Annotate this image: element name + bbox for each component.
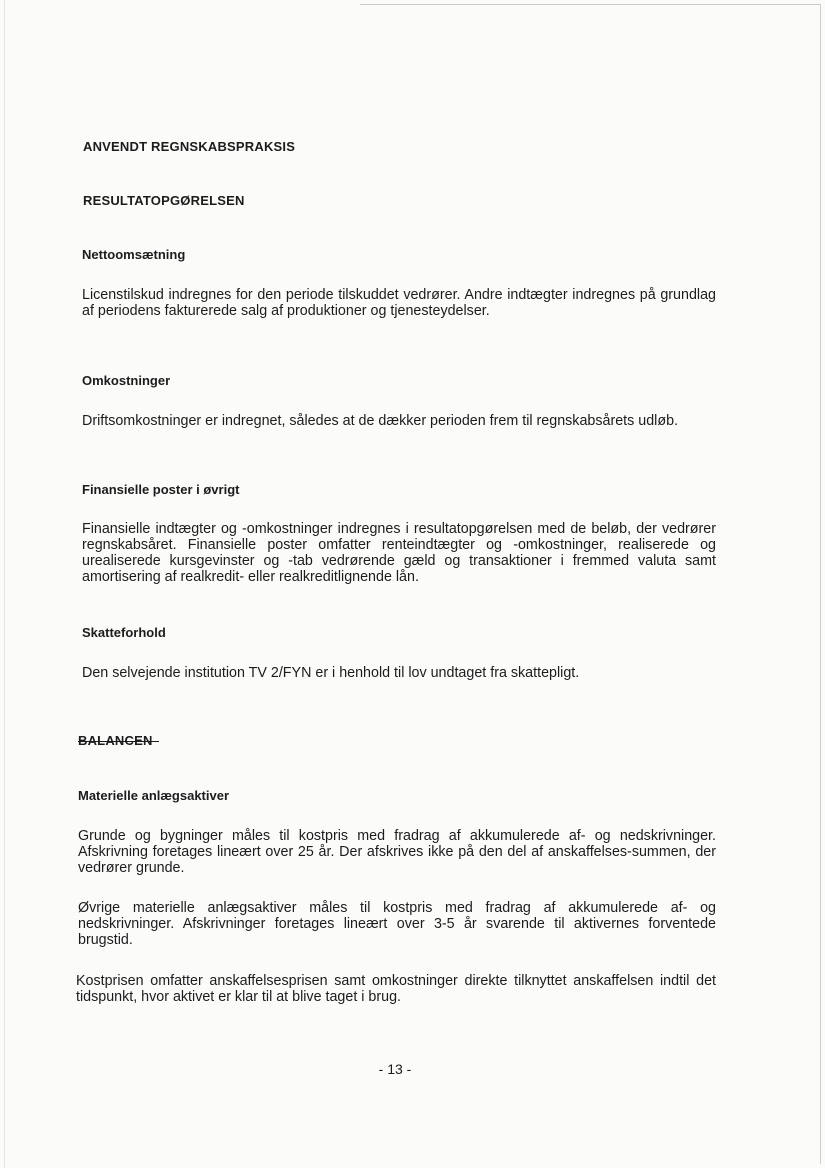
section-heading-balancen	[78, 733, 153, 748]
subheading-finansielle-poster: Finansielle poster i øvrigt	[82, 482, 240, 497]
paragraph-omkostninger: Driftsomkostninger er indregnet, således at de dækker perioden frem til regnskabsårets udløb.	[82, 413, 678, 429]
paragraph-materielle-2: Øvrige materielle anlægsaktiver måles til kostpris med fradrag af akkumulerede af- og nedskrivninger. Afskrivninger foretages lineært over 3-5 år svarende til aktivernes forventede brugstid.	[78, 900, 716, 948]
page-edge-left	[4, 0, 5, 1168]
section-heading-resultatopgorelsen: RESULTATOPGØRELSEN	[83, 193, 245, 208]
subheading-skatteforhold: Skatteforhold	[82, 625, 166, 640]
page-edge-top	[360, 4, 820, 5]
page-number: - 13 -	[378, 1061, 412, 1077]
subheading-nettoomsaetning: Nettoomsætning	[82, 247, 186, 262]
balancen-label: BALANCEN	[78, 733, 153, 748]
paragraph-materielle-3: Kostprisen omfatter anskaffelsesprisen samt omkostninger direkte tilknyttet anskaffelsen indtil det tidspunkt, hvor aktivet er klar til at blive taget i brug.	[76, 973, 716, 1005]
subheading-omkostninger: Omkostninger	[82, 373, 171, 388]
subheading-materielle-anlaegsaktiver: Materielle anlægsaktiver	[78, 788, 230, 803]
paragraph-materielle-1: Grunde og bygninger måles til kostpris med fradrag af akkumulerede af- og nedskrivninger. Afskrivning foretages lineært over 25 år. Der afskrives ikke på den del af anskaffelses-summen, der vedrører grunde.	[78, 828, 716, 876]
paragraph-finansielle-poster: Finansielle indtægter og -omkostninger indregnes i resultatopgørelsen med de beløb, der vedrører regnskabsåret. Finansielle poster omfatter renteindtægter og -omkostninger, realiserede og urealiserede kursgevinster og -tab vedrørende gæld og transaktioner i fremmed valuta samt amortisering af realkredit- eller realkreditlignende lån.	[82, 521, 716, 585]
paragraph-skatteforhold: Den selvejende institution TV 2/FYN er i henhold til lov undtaget fra skattepligt.	[82, 665, 580, 681]
document-title: ANVENDT REGNSKABSPRAKSIS	[83, 139, 296, 154]
paragraph-nettoomsaetning: Licenstilskud indregnes for den periode tilskuddet vedrører. Andre indtægter indregnes på grundlag af periodens fakturerede salg af produktioner og tjenesteydelser.	[82, 287, 716, 319]
page-edge-right	[820, 4, 821, 1164]
